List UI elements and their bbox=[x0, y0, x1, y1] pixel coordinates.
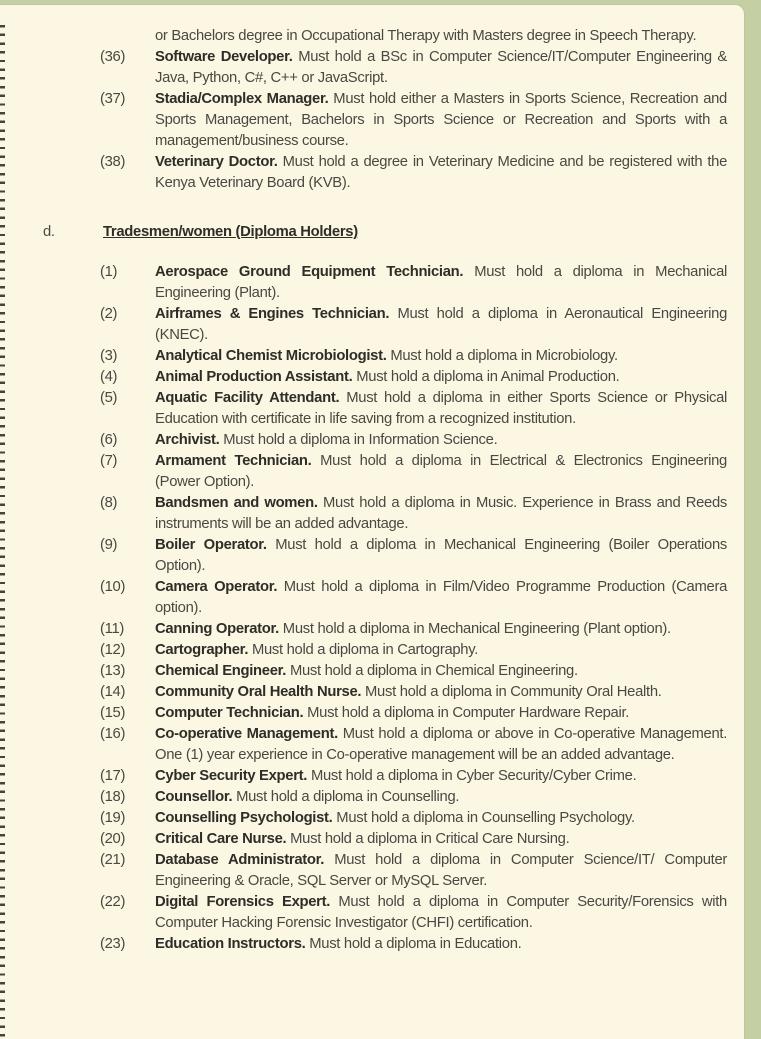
item-number: (10) bbox=[100, 579, 126, 595]
item-number: (14) bbox=[100, 684, 126, 700]
item-body bbox=[155, 682, 727, 703]
job-requirement: Must hold a diploma in Animal Production. bbox=[356, 369, 620, 385]
job-title: Computer Technician. bbox=[155, 705, 304, 721]
item-number: (13) bbox=[100, 663, 126, 679]
job-requirement: Must hold a diploma in Critical Care Nursing. bbox=[290, 831, 570, 847]
list-item bbox=[100, 787, 727, 808]
item-body bbox=[155, 829, 727, 850]
job-title: Cyber Security Expert. bbox=[155, 768, 308, 784]
item-number: (37) bbox=[100, 91, 126, 107]
list-item bbox=[100, 829, 727, 850]
list-item bbox=[100, 640, 727, 661]
continuation-paragraph: or Bachelors degree in Occupational Therapy with Masters degree in Speech Therapy. bbox=[155, 28, 697, 44]
job-requirement: Must hold a diploma in Music. Experience in Brass and Reeds instruments will be an added advantage. bbox=[155, 495, 728, 532]
job-title: Veterinary Doctor. bbox=[155, 154, 278, 170]
item-number: (5) bbox=[100, 390, 118, 406]
job-title: Software Developer. bbox=[155, 49, 293, 65]
item-body bbox=[155, 640, 727, 661]
item-body bbox=[155, 619, 727, 640]
item-body bbox=[155, 892, 727, 934]
list-item bbox=[100, 47, 727, 89]
item-body bbox=[155, 703, 727, 724]
item-body bbox=[155, 661, 727, 682]
job-title: Archivist. bbox=[155, 432, 220, 448]
job-title: Airframes & Engines Technician. bbox=[155, 306, 390, 322]
list-item bbox=[100, 346, 727, 367]
job-title: Education Instructors. bbox=[155, 936, 306, 952]
list-item bbox=[100, 304, 727, 346]
item-number: (17) bbox=[100, 768, 126, 784]
list-item bbox=[100, 535, 727, 577]
item-number: (11) bbox=[100, 621, 125, 637]
list-item bbox=[100, 430, 727, 451]
job-requirement: Must hold a diploma in Counselling Psychology. bbox=[336, 810, 635, 826]
list-item bbox=[100, 451, 727, 493]
item-number: (16) bbox=[100, 726, 126, 742]
list-item bbox=[100, 850, 727, 892]
list-item bbox=[100, 89, 727, 152]
job-requirement: Must hold a diploma in Computer Hardware Repair. bbox=[307, 705, 630, 721]
item-number: (15) bbox=[100, 705, 126, 721]
job-requirement: Must hold a diploma in Aeronautical Engineering (KNEC). bbox=[155, 306, 728, 343]
job-requirement: Must hold a diploma in Cartography. bbox=[251, 642, 479, 658]
job-requirement: Must hold a diploma in Information Science. bbox=[223, 432, 498, 448]
job-title: Aquatic Facility Attendant. bbox=[155, 390, 340, 406]
item-body bbox=[155, 724, 727, 766]
page-edge-right-accent bbox=[745, 0, 761, 1039]
job-title: Boiler Operator. bbox=[155, 537, 267, 553]
item-number: (20) bbox=[100, 831, 126, 847]
item-body bbox=[155, 89, 727, 152]
job-title: Analytical Chemist Microbiologist. bbox=[155, 348, 387, 364]
item-body bbox=[155, 388, 727, 430]
job-requirement: Must hold a diploma in Microbiology. bbox=[390, 348, 618, 364]
list-item bbox=[100, 724, 727, 766]
list-item bbox=[100, 493, 727, 535]
degree-holders-list bbox=[100, 47, 727, 194]
list-item bbox=[100, 367, 727, 388]
list-item bbox=[100, 766, 727, 787]
list-item bbox=[100, 703, 727, 724]
item-number: (7) bbox=[100, 453, 118, 469]
item-number: (6) bbox=[100, 432, 118, 448]
job-title: Digital Forensics Expert. bbox=[155, 894, 331, 910]
job-title: Counselling Psychologist. bbox=[155, 810, 333, 826]
job-requirement: Must hold a diploma in Film/Video Programme Production (Camera option). bbox=[155, 579, 727, 616]
list-item bbox=[100, 892, 727, 934]
item-number: (23) bbox=[100, 936, 126, 952]
item-body bbox=[155, 47, 727, 89]
item-number: (2) bbox=[100, 306, 118, 322]
job-title: Database Administrator. bbox=[155, 852, 325, 868]
job-requirement: Must hold a diploma in Counselling. bbox=[236, 789, 460, 805]
item-body bbox=[155, 346, 727, 367]
job-requirement: Must hold a diploma in Mechanical Engineering (Plant option). bbox=[282, 621, 671, 637]
job-title: Canning Operator. bbox=[155, 621, 279, 637]
job-title: Community Oral Health Nurse. bbox=[155, 684, 362, 700]
job-title: Bandsmen and women. bbox=[155, 495, 318, 511]
job-requirement: Must hold a diploma in Computer Science/IT/ Computer Engineering & Oracle, SQL Server or MySQL Server. bbox=[155, 852, 727, 889]
item-body bbox=[155, 262, 727, 304]
list-item bbox=[100, 388, 727, 430]
section-heading-row bbox=[43, 222, 727, 243]
document-content bbox=[0, 4, 745, 1039]
item-number: (22) bbox=[100, 894, 126, 910]
list-item bbox=[100, 934, 727, 955]
section-heading: Tradesmen/women (Diploma Holders) bbox=[103, 224, 358, 240]
job-title: Critical Care Nurse. bbox=[155, 831, 287, 847]
list-item bbox=[100, 262, 727, 304]
item-number: (3) bbox=[100, 348, 118, 364]
item-body bbox=[155, 787, 727, 808]
job-requirement: Must hold a diploma in Computer Security/Forensics with Computer Hacking Forensic Investigator (CHFI) certification. bbox=[155, 894, 727, 931]
job-title: Cartographer. bbox=[155, 642, 249, 658]
item-number: (19) bbox=[100, 810, 126, 826]
item-body bbox=[155, 808, 727, 829]
list-item bbox=[100, 619, 727, 640]
item-number: (9) bbox=[100, 537, 118, 553]
item-body bbox=[155, 766, 727, 787]
item-number: (38) bbox=[100, 154, 126, 170]
item-number: (18) bbox=[100, 789, 126, 805]
job-requirement: Must hold either a Masters in Sports Science, Recreation and Sports Management, Bachelors in Sports Science or Recreation and Sports with a management/business course. bbox=[155, 91, 727, 149]
item-number: (12) bbox=[100, 642, 126, 658]
item-number: (21) bbox=[100, 852, 126, 868]
job-requirement: Must hold a degree in Veterinary Medicine and be registered with the Kenya Veterinary Board (KVB). bbox=[155, 154, 728, 191]
item-number: (1) bbox=[100, 264, 118, 280]
item-body bbox=[155, 493, 727, 535]
item-body bbox=[155, 451, 727, 493]
job-requirement: Must hold a diploma in Mechanical Engineering (Plant). bbox=[155, 264, 728, 301]
item-body bbox=[155, 850, 727, 892]
job-title: Camera Operator. bbox=[155, 579, 278, 595]
job-title: Chemical Engineer. bbox=[155, 663, 287, 679]
item-body bbox=[155, 304, 727, 346]
job-title: Counsellor. bbox=[155, 789, 233, 805]
job-requirement: Must hold a diploma or above in Co-operative Management. One (1) year experience in Co-operative management will be an added advantage. bbox=[155, 726, 728, 763]
item-body bbox=[155, 367, 727, 388]
diploma-holders-list bbox=[100, 262, 727, 955]
job-title: Aerospace Ground Equipment Technician. bbox=[155, 264, 464, 280]
item-body bbox=[155, 577, 727, 619]
item-body bbox=[155, 934, 727, 955]
job-title: Animal Production Assistant. bbox=[155, 369, 353, 385]
list-item bbox=[100, 808, 727, 829]
job-requirement: Must hold a diploma in Cyber Security/Cyber Crime. bbox=[310, 768, 637, 784]
item-number: (36) bbox=[100, 49, 126, 65]
job-requirement: Must hold a diploma in either Sports Science or Physical Education with certificate in life saving from a recognized institution. bbox=[155, 390, 728, 427]
job-title: Co-operative Management. bbox=[155, 726, 338, 742]
list-item bbox=[100, 152, 727, 194]
item-number: (4) bbox=[100, 369, 118, 385]
item-body bbox=[155, 152, 727, 194]
list-item bbox=[100, 682, 727, 703]
section-letter: d. bbox=[43, 224, 55, 240]
job-title: Armament Technician. bbox=[155, 453, 312, 469]
job-requirement: Must hold a BSc in Computer Science/IT/Computer Engineering & Java, Python, C#, C++ or JavaScript. bbox=[155, 49, 727, 86]
job-requirement: Must hold a diploma in Mechanical Engineering (Boiler Operations Option). bbox=[155, 537, 727, 574]
job-title: Stadia/Complex Manager. bbox=[155, 91, 329, 107]
job-requirement: Must hold a diploma in Electrical & Electronics Engineering (Power Option). bbox=[155, 453, 727, 490]
job-requirement: Must hold a diploma in Chemical Engineering. bbox=[289, 663, 578, 679]
list-item bbox=[100, 577, 727, 619]
list-item bbox=[100, 661, 727, 682]
job-requirement: Must hold a diploma in Education. bbox=[309, 936, 522, 952]
item-number: (8) bbox=[100, 495, 118, 511]
job-requirement: Must hold a diploma in Community Oral Health. bbox=[365, 684, 662, 700]
item-body bbox=[155, 430, 727, 451]
item-body bbox=[155, 535, 727, 577]
